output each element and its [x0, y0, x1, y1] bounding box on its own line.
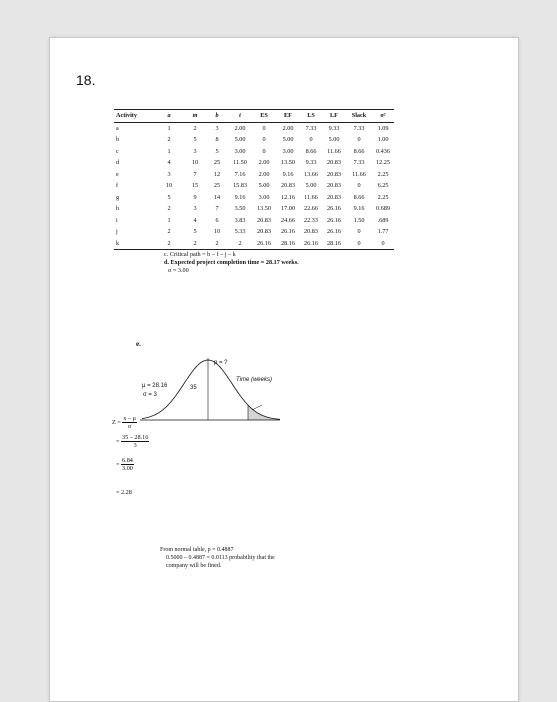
mu-label: μ = 28.16	[142, 383, 168, 389]
table-cell: 20.83	[281, 182, 295, 189]
conclusion	[160, 546, 275, 570]
table-cell: 20.83	[327, 159, 341, 166]
table-cell: 11.66	[304, 193, 318, 201]
table-cell: 5.33	[234, 228, 246, 235]
table-cell: 0	[262, 147, 266, 155]
table-cell: 3.83	[234, 216, 246, 224]
table-cell: 1	[167, 124, 171, 132]
table-row	[114, 203, 394, 215]
table-cell: 1.00	[377, 136, 389, 143]
table-cell: 2.00	[258, 170, 270, 178]
table-cell: 20.83	[257, 228, 271, 235]
table-cell: 13.66	[304, 170, 318, 178]
table-cell: 13.50	[257, 205, 271, 212]
activity-cell: a	[116, 124, 119, 132]
equals-sign: =	[116, 460, 120, 468]
table-cell: 3.00	[234, 147, 246, 155]
z-simplified	[116, 457, 134, 472]
z-result: = 2.28	[116, 489, 132, 496]
table-cell: 9.16	[234, 193, 246, 201]
table-cell: 0	[262, 124, 266, 132]
table-cell: 25	[213, 182, 221, 189]
table-cell: 2	[167, 136, 171, 143]
table-cell: 28.16	[276, 238, 300, 250]
completion-time-note: d. Expected project completion time = 28.17 weeks.	[164, 259, 299, 266]
col-header: ES	[252, 110, 276, 123]
table-cell: 5.00	[282, 136, 294, 143]
table-cell: 10	[165, 182, 173, 189]
table-cell: 2	[167, 228, 171, 235]
table-cell: 4	[193, 216, 197, 224]
table-cell: 1.09	[377, 124, 389, 132]
table-cell: 0	[346, 238, 372, 250]
table-cell: 12.16	[281, 193, 295, 201]
critical-path-note: c. Critical path = b – f – j – k	[164, 251, 236, 258]
table-cell: 8.66	[353, 147, 365, 155]
table-cell: 28.16	[322, 238, 346, 250]
x-marker-label: 35	[190, 385, 197, 391]
fraction-numerator: x – μ	[123, 415, 136, 422]
table-cell: 0.689	[376, 205, 390, 212]
activity-cell: i	[116, 216, 118, 224]
table-cell: 14	[213, 193, 221, 201]
table-cell: 2.00	[234, 124, 246, 132]
table-cell: 11.66	[352, 170, 366, 178]
table-cell: 20.83	[327, 193, 341, 201]
table-cell: 0	[262, 136, 266, 143]
col-header: m	[184, 110, 206, 123]
z-formula	[112, 415, 137, 430]
table-cell: 4	[167, 159, 171, 166]
table-cell: 5	[215, 147, 219, 155]
table-cell: 7.33	[305, 124, 317, 132]
table-cell: 20.83	[304, 228, 318, 235]
table-cell: 7	[215, 205, 219, 212]
table-cell: 3	[215, 124, 219, 132]
table-cell: 0	[357, 182, 361, 189]
table-cell: 15	[191, 182, 199, 189]
table-cell: 5.00	[234, 136, 246, 143]
table-cell: 11.50	[233, 159, 247, 166]
table-cell: 5.00	[305, 182, 317, 189]
equals-sign: =	[116, 437, 120, 445]
conclusion-line: company will be fined.	[166, 563, 222, 569]
table-cell: 5.00	[328, 136, 340, 143]
table-cell: 2.25	[377, 170, 389, 178]
fraction-denominator: σ	[128, 423, 132, 430]
table-cell: 2.25	[377, 193, 389, 201]
table-cell: 0	[357, 136, 361, 143]
table-cell: 12.25	[376, 159, 390, 166]
table-cell: 9.16	[353, 205, 365, 212]
activity-cell: j	[116, 228, 118, 235]
table-cell: 0	[309, 136, 313, 143]
table-cell: 20.83	[327, 182, 341, 189]
table-cell: 7.33	[353, 159, 365, 166]
table-cell: 1.77	[377, 228, 389, 235]
p-pointer-line	[252, 405, 262, 410]
col-header: LS	[300, 110, 322, 123]
table-cell: 5	[167, 193, 171, 201]
table-cell: 8.66	[305, 147, 317, 155]
table-row	[114, 122, 394, 134]
table-row	[114, 180, 394, 192]
table-cell: 24.66	[281, 216, 295, 224]
table-cell: 17.00	[281, 205, 295, 212]
table-cell: 2.00	[282, 124, 294, 132]
table-cell: 12	[213, 170, 221, 178]
table-cell: 7.16	[234, 170, 246, 178]
table-cell: 20.83	[257, 216, 271, 224]
table-cell: 1.50	[353, 216, 365, 224]
table-cell: 9.33	[305, 159, 317, 166]
table-cell: 9.16	[282, 170, 294, 178]
activity-cell: c	[116, 147, 119, 155]
table-cell: 20.83	[327, 170, 341, 178]
table-cell: 2	[154, 238, 184, 250]
col-header: LF	[322, 110, 346, 123]
part-e-label: e.	[136, 340, 141, 348]
table-row	[114, 238, 394, 250]
table-cell: 7	[193, 170, 197, 178]
table-row	[114, 192, 394, 204]
col-header: Slack	[346, 110, 372, 123]
table-cell: 2	[184, 238, 206, 250]
conclusion-line: From normal table, p = 0.4887	[160, 547, 234, 553]
col-header: Activity	[114, 110, 154, 123]
conclusion-line: 0.5000 – 0.4887 = 0.0113 probability that the	[166, 555, 275, 561]
table-cell: 3.00	[282, 147, 294, 155]
table-cell: 26.16	[252, 238, 276, 250]
table-header-row	[114, 110, 394, 123]
col-header: b	[206, 110, 228, 123]
table-cell: 3	[167, 170, 171, 178]
table-cell: 11.66	[327, 147, 341, 155]
table-cell: 5	[193, 136, 197, 143]
activity-cell: d	[116, 159, 120, 166]
question-number: 18.	[76, 72, 96, 88]
sigma-note: σ = 3.00	[168, 267, 189, 274]
table-row	[114, 226, 394, 238]
simplified-fraction	[121, 457, 134, 472]
col-header: σ²	[372, 110, 394, 123]
table-cell: 2	[193, 124, 197, 132]
table-cell: 3	[193, 205, 197, 212]
z-substitution	[116, 434, 149, 449]
table-cell: 9	[193, 193, 197, 201]
table-cell: 2	[167, 205, 171, 212]
activity-cell: e	[116, 170, 119, 178]
table-cell: 5	[193, 228, 197, 235]
table-cell: 10	[191, 159, 199, 166]
table-cell: 6	[215, 216, 219, 224]
activity-cell: k	[114, 238, 154, 250]
answer-notes	[164, 251, 299, 275]
table-row	[114, 134, 394, 146]
table-cell: 3	[193, 147, 197, 155]
bell-curve	[142, 360, 280, 419]
table-cell: 2	[206, 238, 228, 250]
table-cell: 6.25	[377, 182, 389, 189]
table-cell: 26.16	[327, 205, 341, 212]
normal-curve-diagram	[130, 350, 370, 440]
table-cell: 1	[167, 216, 171, 224]
table-cell: 26.16	[300, 238, 322, 250]
table-cell: 8	[215, 136, 219, 143]
table-cell: 3.00	[258, 193, 270, 201]
table-cell: 2.00	[258, 159, 270, 166]
col-header: t	[228, 110, 252, 123]
fraction-denominator: 3.00	[122, 465, 133, 472]
col-header: a	[154, 110, 184, 123]
table-cell: 0.436	[376, 147, 390, 155]
table-row	[114, 215, 394, 227]
table-cell: 5.00	[258, 182, 270, 189]
substitution-fraction	[121, 434, 149, 449]
axis-label: Time (weeks)	[236, 377, 272, 383]
table-cell: 13.50	[281, 159, 295, 166]
activity-cell: h	[116, 205, 120, 212]
table-cell: 26.16	[327, 228, 341, 235]
table-cell: 25	[213, 159, 221, 166]
fraction-numerator: 6.84	[122, 457, 133, 464]
table-cell: 7.33	[353, 124, 365, 132]
table-cell: 8.66	[353, 193, 365, 201]
table-cell: 26.16	[281, 228, 295, 235]
table-cell: 0	[357, 228, 361, 235]
activity-cell: f	[116, 182, 119, 189]
table-cell: 9.33	[328, 124, 340, 132]
table-cell: 22.33	[304, 216, 318, 224]
table-cell: 2	[228, 238, 252, 250]
fraction-numerator: 35 – 28.16	[122, 434, 149, 441]
table-cell: 1	[167, 147, 171, 155]
table-row	[114, 146, 394, 158]
table-cell: 22.66	[304, 205, 318, 212]
document-page	[49, 37, 519, 702]
col-header: EF	[276, 110, 300, 123]
table-cell: 0	[372, 238, 394, 250]
z-symbol: Z =	[112, 418, 121, 426]
activity-cell: b	[116, 136, 120, 143]
table-row	[114, 157, 394, 169]
z-fraction	[122, 415, 137, 430]
table-cell: .689	[377, 216, 389, 224]
fraction-denominator: 3	[133, 442, 137, 449]
table-cell: 15.83	[233, 182, 247, 189]
table-cell: 10	[213, 228, 221, 235]
table-row	[114, 169, 394, 181]
shaded-tail-area	[248, 405, 280, 420]
table-cell: 3.50	[234, 205, 246, 212]
p-label: p = ?	[214, 360, 228, 366]
table-cell: 26.16	[327, 216, 341, 224]
sigma-label: σ = 3	[143, 392, 157, 398]
activity-cell: g	[116, 193, 120, 201]
activity-table	[114, 109, 394, 250]
